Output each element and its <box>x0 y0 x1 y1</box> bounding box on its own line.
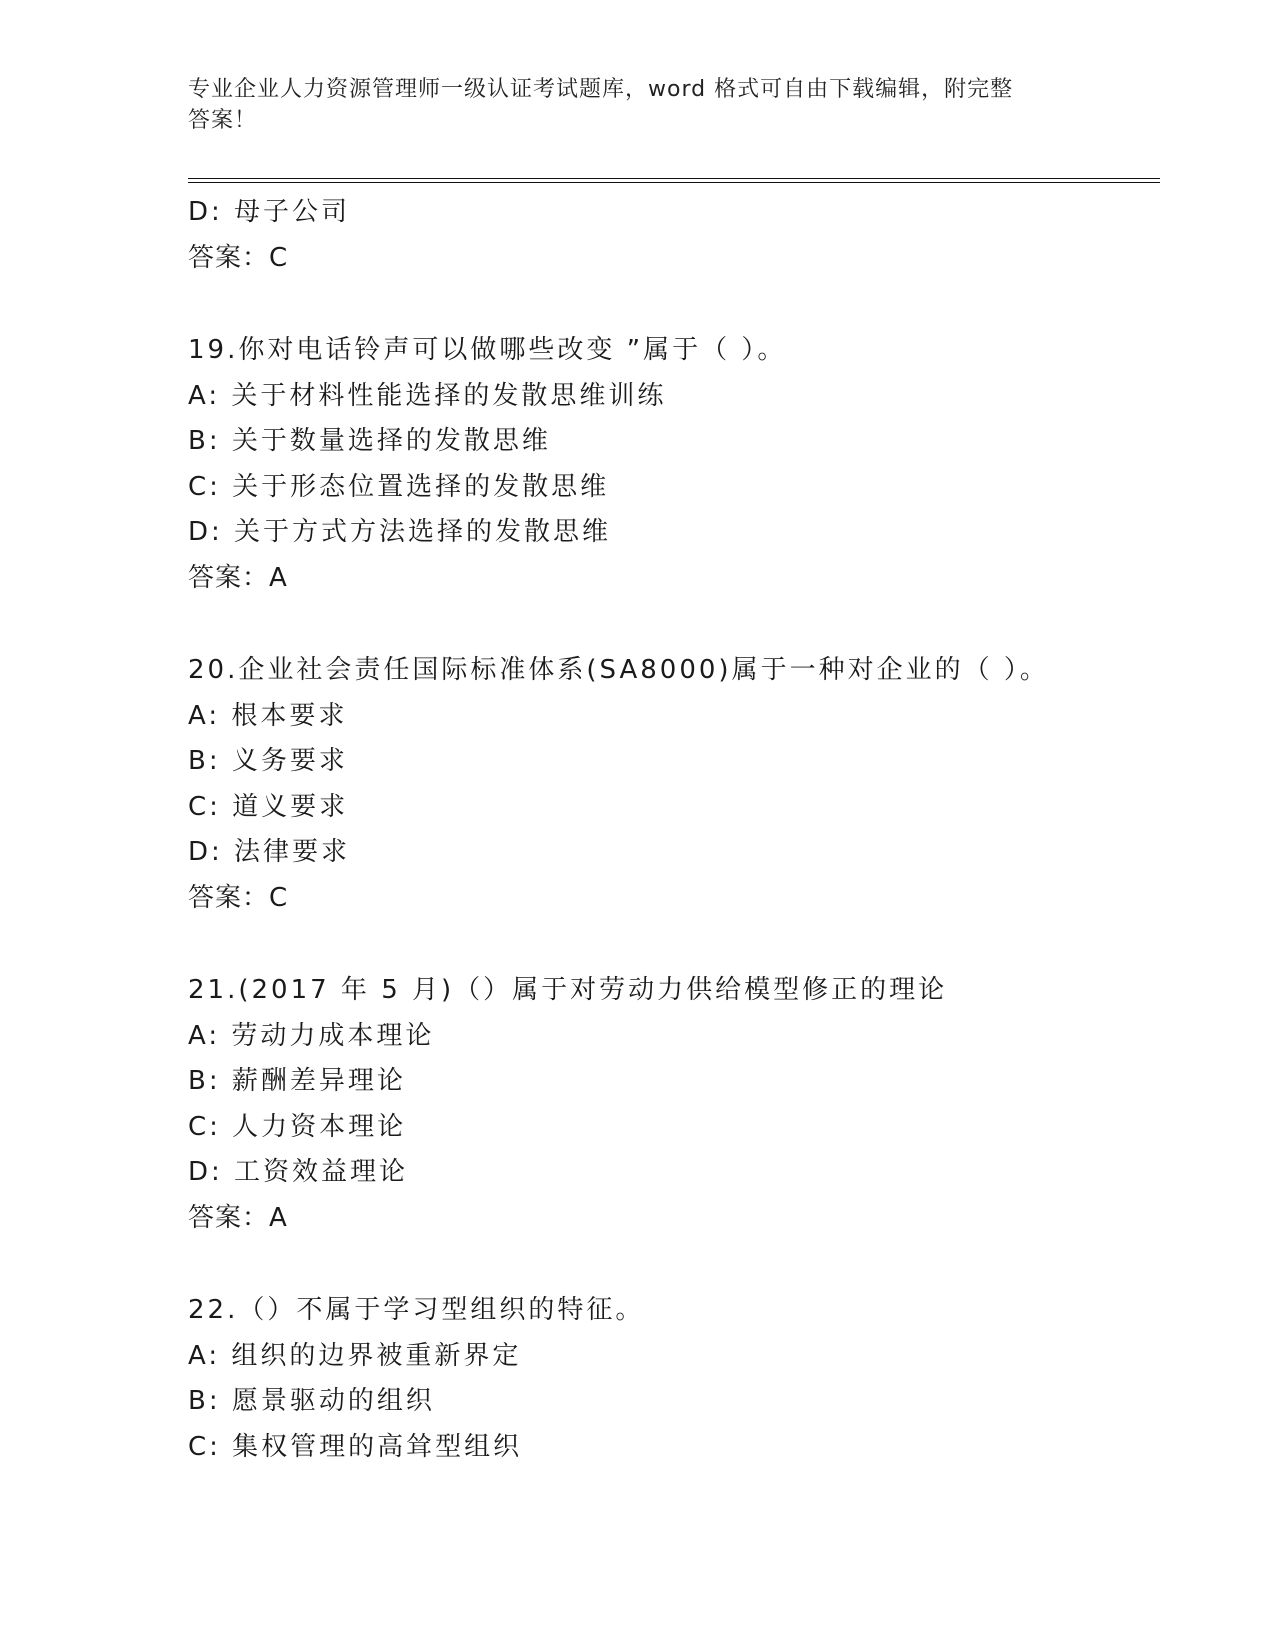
option-a: A: 劳动力成本理论 <box>188 1020 435 1051</box>
question-block-20 <box>188 648 1168 921</box>
option-b: B: 愿景驱动的组织 <box>188 1386 435 1416</box>
option-b: B: 薪酬差异理论 <box>188 1066 406 1096</box>
question-block-19 <box>188 328 1168 601</box>
option-b: B: 关于数量选择的发散思维 <box>188 426 551 456</box>
option-c: C: 人力资本理论 <box>188 1111 407 1142</box>
option-a: A: 根本要求 <box>188 700 348 731</box>
option-c: C: 集权管理的高耸型组织 <box>188 1431 523 1462</box>
option-c: C: 道义要求 <box>188 791 349 822</box>
option-d: D: 法律要求 <box>188 837 351 867</box>
spacer <box>188 1241 1168 1288</box>
question-stem: 21.(2017 年 5 月)（）属于对劳动力供给模型修正的理论 <box>188 975 948 1005</box>
option-d: D: 母子公司 <box>188 197 351 227</box>
answer-line: 答案：A <box>188 1202 288 1233</box>
option-b: B: 义务要求 <box>188 746 348 776</box>
question-stem: 20.企业社会责任国际标准体系(SA8000)属于一种对企业的（ ）。 <box>188 655 1049 685</box>
page-header <box>188 74 1088 136</box>
option-c: C: 关于形态位置选择的发散思维 <box>188 471 610 502</box>
spacer <box>188 601 1168 648</box>
option-a: A: 组织的边界被重新界定 <box>188 1340 522 1371</box>
question-list <box>188 190 1168 1470</box>
header-double-rule <box>188 178 1160 183</box>
answer-line: 答案：C <box>188 242 289 273</box>
option-a: A: 关于材料性能选择的发散思维训练 <box>188 380 667 411</box>
option-d: D: 关于方式方法选择的发散思维 <box>188 517 612 547</box>
option-d: D: 工资效益理论 <box>188 1157 409 1187</box>
question-block-22 <box>188 1288 1168 1470</box>
header-line-1: 专业企业人力资源管理师一级认证考试题库，word 格式可自由下载编辑，附完整 <box>188 77 1014 102</box>
spacer <box>188 281 1168 328</box>
question-block-21 <box>188 968 1168 1241</box>
question-stem: 22.（）不属于学习型组织的特征。 <box>188 1295 645 1325</box>
answer-line: 答案：C <box>188 882 289 913</box>
answer-line: 答案：A <box>188 562 288 593</box>
question-stem: 19.你对电话铃声可以做哪些改变 ”属于（ ）。 <box>188 335 787 365</box>
spacer <box>188 921 1168 968</box>
header-line-2: 答案！ <box>188 108 258 133</box>
